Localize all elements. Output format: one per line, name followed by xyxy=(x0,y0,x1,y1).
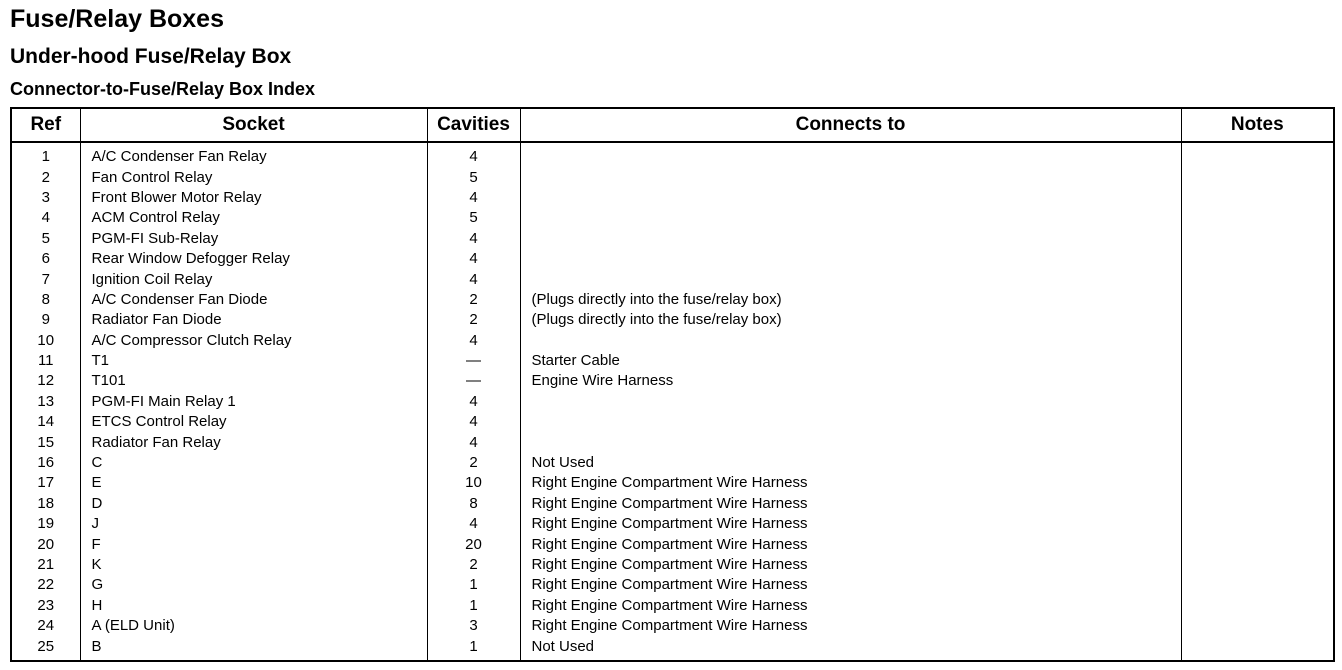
table-row xyxy=(11,473,1334,493)
cell-notes xyxy=(1181,514,1334,534)
cell-ref: 22 xyxy=(11,575,80,595)
cell-notes xyxy=(1181,351,1334,371)
cell-connects-to: Not Used xyxy=(520,453,1181,473)
cell-socket: J xyxy=(80,514,427,534)
table-row xyxy=(11,310,1334,330)
table-row xyxy=(11,412,1334,432)
cell-cavities: 4 xyxy=(427,249,520,269)
cell-cavities: 4 xyxy=(427,412,520,432)
cell-socket: Ignition Coil Relay xyxy=(80,269,427,289)
connector-index-table xyxy=(10,107,1335,662)
cell-socket: K xyxy=(80,555,427,575)
cell-socket: G xyxy=(80,575,427,595)
cell-notes xyxy=(1181,371,1334,391)
cell-notes xyxy=(1181,596,1334,616)
cell-cavities: 4 xyxy=(427,142,520,167)
cell-ref: 5 xyxy=(11,229,80,249)
cell-socket: Radiator Fan Relay xyxy=(80,432,427,452)
cell-ref: 19 xyxy=(11,514,80,534)
cell-connects-to xyxy=(520,392,1181,412)
cell-notes xyxy=(1181,392,1334,412)
cell-connects-to xyxy=(520,269,1181,289)
cell-ref: 4 xyxy=(11,208,80,228)
cell-socket: F xyxy=(80,534,427,554)
cell-socket: ACM Control Relay xyxy=(80,208,427,228)
cell-cavities: 2 xyxy=(427,555,520,575)
table-row xyxy=(11,636,1334,660)
cell-socket: Front Blower Motor Relay xyxy=(80,188,427,208)
cell-socket: ETCS Control Relay xyxy=(80,412,427,432)
cell-cavities: — xyxy=(427,351,520,371)
cell-ref: 17 xyxy=(11,473,80,493)
column-header-cavities: Cavities xyxy=(427,108,520,142)
cell-cavities: 10 xyxy=(427,473,520,493)
cell-connects-to xyxy=(520,188,1181,208)
cell-cavities: 5 xyxy=(427,208,520,228)
table-body xyxy=(11,142,1334,661)
cell-notes xyxy=(1181,310,1334,330)
cell-notes xyxy=(1181,555,1334,575)
table-row xyxy=(11,514,1334,534)
cell-notes xyxy=(1181,208,1334,228)
cell-notes xyxy=(1181,249,1334,269)
cell-socket: H xyxy=(80,596,427,616)
cell-socket: Rear Window Defogger Relay xyxy=(80,249,427,269)
cell-notes xyxy=(1181,188,1334,208)
cell-ref: 10 xyxy=(11,331,80,351)
cell-notes xyxy=(1181,575,1334,595)
table-row xyxy=(11,371,1334,391)
cell-ref: 7 xyxy=(11,269,80,289)
cell-socket: C xyxy=(80,453,427,473)
table-row xyxy=(11,269,1334,289)
cell-connects-to: Not Used xyxy=(520,636,1181,660)
cell-ref: 2 xyxy=(11,167,80,187)
cell-connects-to: Right Engine Compartment Wire Harness xyxy=(520,616,1181,636)
cell-cavities: 1 xyxy=(427,575,520,595)
table-row xyxy=(11,596,1334,616)
cell-notes xyxy=(1181,412,1334,432)
cell-notes xyxy=(1181,636,1334,660)
table-row xyxy=(11,453,1334,473)
table-row xyxy=(11,208,1334,228)
cell-ref: 21 xyxy=(11,555,80,575)
table-row xyxy=(11,351,1334,371)
subsection-title: Connector-to-Fuse/Relay Box Index xyxy=(10,79,316,99)
cell-cavities: 4 xyxy=(427,188,520,208)
column-header-connects-to: Connects to xyxy=(520,108,1181,142)
cell-socket: T1 xyxy=(80,351,427,371)
table-row xyxy=(11,167,1334,187)
cell-notes xyxy=(1181,616,1334,636)
cell-ref: 1 xyxy=(11,142,80,167)
cell-socket: B xyxy=(80,636,427,660)
cell-connects-to xyxy=(520,208,1181,228)
cell-cavities: 4 xyxy=(427,514,520,534)
cell-cavities: 1 xyxy=(427,596,520,616)
cell-notes xyxy=(1181,331,1334,351)
cell-connects-to: Right Engine Compartment Wire Harness xyxy=(520,494,1181,514)
cell-notes xyxy=(1181,290,1334,310)
cell-connects-to xyxy=(520,331,1181,351)
cell-cavities: 3 xyxy=(427,616,520,636)
table-row xyxy=(11,555,1334,575)
cell-notes xyxy=(1181,269,1334,289)
cell-connects-to: Starter Cable xyxy=(520,351,1181,371)
table-row xyxy=(11,229,1334,249)
cell-connects-to: Right Engine Compartment Wire Harness xyxy=(520,596,1181,616)
cell-notes xyxy=(1181,494,1334,514)
cell-cavities: 5 xyxy=(427,167,520,187)
table-row xyxy=(11,616,1334,636)
cell-socket: A/C Compressor Clutch Relay xyxy=(80,331,427,351)
cell-connects-to: Right Engine Compartment Wire Harness xyxy=(520,473,1181,493)
cell-ref: 16 xyxy=(11,453,80,473)
cell-socket: PGM-FI Main Relay 1 xyxy=(80,392,427,412)
cell-ref: 24 xyxy=(11,616,80,636)
table-row xyxy=(11,494,1334,514)
cell-socket: PGM-FI Sub-Relay xyxy=(80,229,427,249)
cell-connects-to xyxy=(520,142,1181,167)
cell-socket: A/C Condenser Fan Relay xyxy=(80,142,427,167)
cell-connects-to: (Plugs directly into the fuse/relay box) xyxy=(520,310,1181,330)
cell-connects-to: Right Engine Compartment Wire Harness xyxy=(520,514,1181,534)
cell-notes xyxy=(1181,473,1334,493)
cell-notes xyxy=(1181,142,1334,167)
cell-notes xyxy=(1181,167,1334,187)
cell-notes xyxy=(1181,453,1334,473)
cell-cavities: 2 xyxy=(427,310,520,330)
cell-ref: 14 xyxy=(11,412,80,432)
cell-socket: A/C Condenser Fan Diode xyxy=(80,290,427,310)
cell-cavities: 4 xyxy=(427,392,520,412)
cell-ref: 11 xyxy=(11,351,80,371)
cell-socket: Radiator Fan Diode xyxy=(80,310,427,330)
cell-cavities: — xyxy=(427,371,520,391)
page-title: Fuse/Relay Boxes xyxy=(10,5,224,33)
cell-cavities: 20 xyxy=(427,534,520,554)
cell-ref: 13 xyxy=(11,392,80,412)
table-row xyxy=(11,290,1334,310)
cell-cavities: 4 xyxy=(427,229,520,249)
cell-socket: T101 xyxy=(80,371,427,391)
cell-notes xyxy=(1181,229,1334,249)
section-title: Under-hood Fuse/Relay Box xyxy=(10,45,292,68)
column-header-socket: Socket xyxy=(80,108,427,142)
cell-ref: 9 xyxy=(11,310,80,330)
cell-ref: 25 xyxy=(11,636,80,660)
column-header-notes: Notes xyxy=(1181,108,1334,142)
cell-connects-to xyxy=(520,432,1181,452)
cell-connects-to: Right Engine Compartment Wire Harness xyxy=(520,534,1181,554)
table-row xyxy=(11,188,1334,208)
cell-connects-to: Right Engine Compartment Wire Harness xyxy=(520,555,1181,575)
cell-cavities: 2 xyxy=(427,290,520,310)
cell-ref: 18 xyxy=(11,494,80,514)
cell-notes xyxy=(1181,432,1334,452)
table-row xyxy=(11,331,1334,351)
cell-socket: Fan Control Relay xyxy=(80,167,427,187)
table-header-row xyxy=(11,108,1334,142)
cell-connects-to xyxy=(520,229,1181,249)
cell-socket: D xyxy=(80,494,427,514)
cell-socket: E xyxy=(80,473,427,493)
cell-cavities: 1 xyxy=(427,636,520,660)
cell-cavities: 4 xyxy=(427,432,520,452)
cell-cavities: 4 xyxy=(427,331,520,351)
cell-notes xyxy=(1181,534,1334,554)
cell-ref: 6 xyxy=(11,249,80,269)
table-row xyxy=(11,432,1334,452)
cell-ref: 20 xyxy=(11,534,80,554)
cell-cavities: 8 xyxy=(427,494,520,514)
cell-cavities: 2 xyxy=(427,453,520,473)
cell-connects-to: (Plugs directly into the fuse/relay box) xyxy=(520,290,1181,310)
table-row xyxy=(11,575,1334,595)
column-header-ref: Ref xyxy=(11,108,80,142)
cell-ref: 12 xyxy=(11,371,80,391)
cell-cavities: 4 xyxy=(427,269,520,289)
cell-ref: 3 xyxy=(11,188,80,208)
table-row xyxy=(11,392,1334,412)
cell-ref: 23 xyxy=(11,596,80,616)
cell-connects-to xyxy=(520,167,1181,187)
cell-connects-to xyxy=(520,249,1181,269)
cell-connects-to: Engine Wire Harness xyxy=(520,371,1181,391)
table-row xyxy=(11,142,1334,167)
cell-connects-to xyxy=(520,412,1181,432)
cell-connects-to: Right Engine Compartment Wire Harness xyxy=(520,575,1181,595)
table-row xyxy=(11,534,1334,554)
cell-ref: 8 xyxy=(11,290,80,310)
cell-socket: A (ELD Unit) xyxy=(80,616,427,636)
table-row xyxy=(11,249,1334,269)
cell-ref: 15 xyxy=(11,432,80,452)
